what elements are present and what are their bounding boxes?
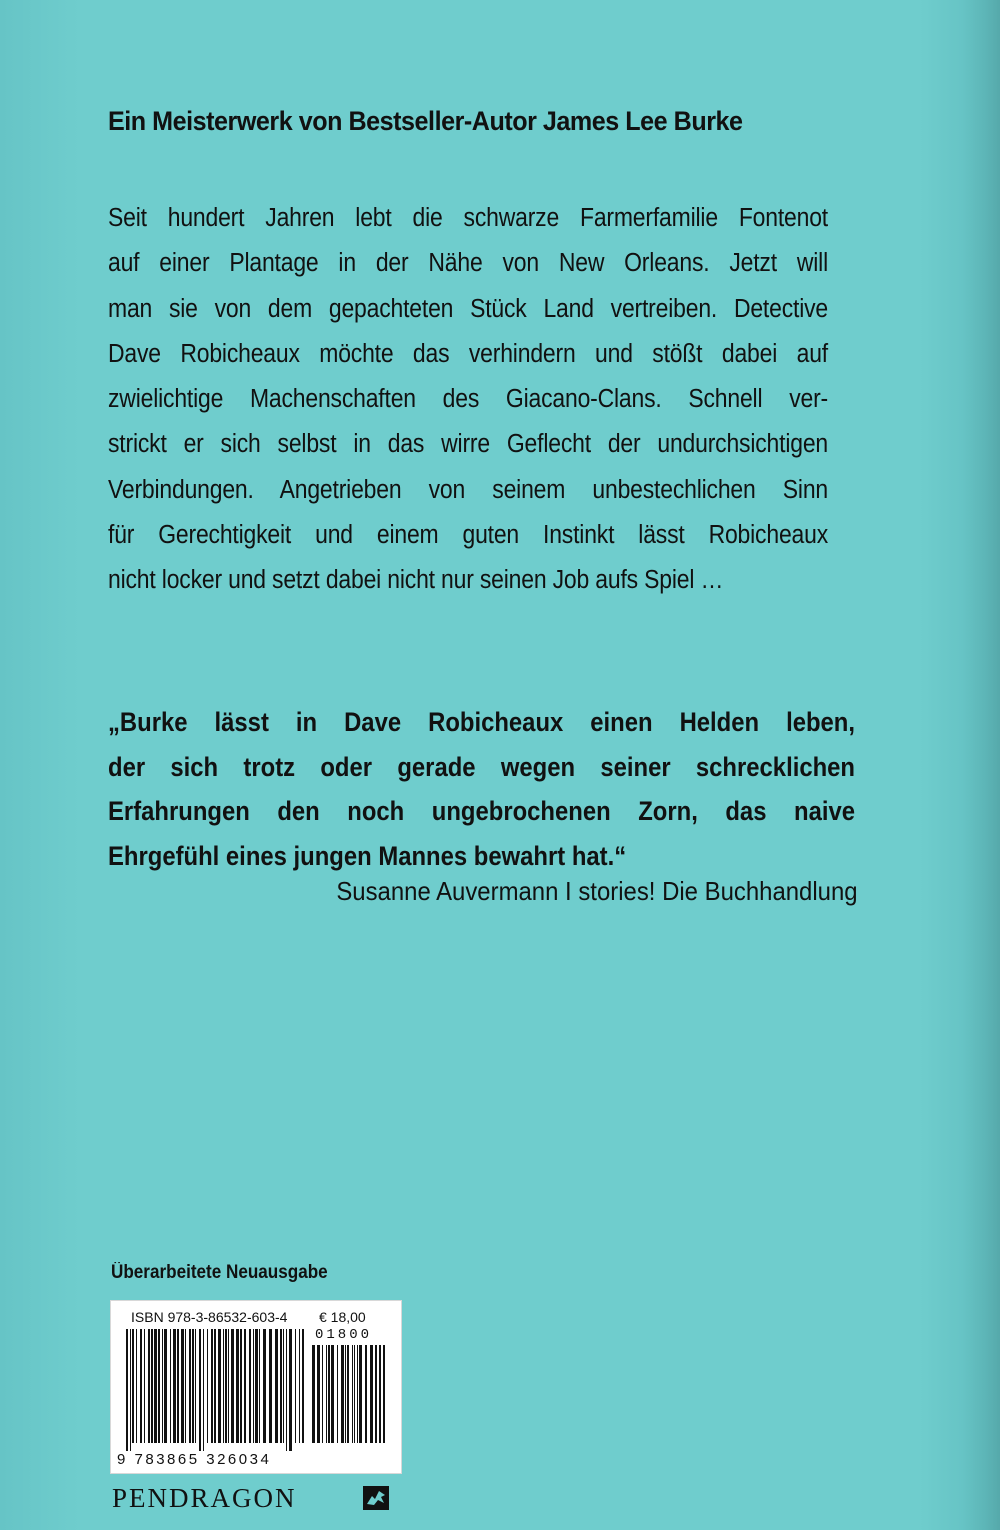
barcode-bar bbox=[370, 1345, 373, 1443]
blurb-text bbox=[108, 196, 828, 604]
barcode-bar bbox=[228, 1329, 229, 1443]
barcode-bar bbox=[326, 1345, 327, 1443]
ean-barcode bbox=[125, 1329, 305, 1451]
barcode-bar bbox=[263, 1329, 266, 1443]
barcode-bar bbox=[140, 1329, 142, 1443]
barcode-bar bbox=[259, 1329, 260, 1443]
barcode-bar bbox=[207, 1329, 208, 1443]
blurb-line: für Gerechtigkeit und einem guten Instinkt lässt Robicheaux bbox=[108, 521, 828, 550]
barcode-bar bbox=[302, 1329, 304, 1443]
barcode-bar bbox=[132, 1329, 134, 1443]
barcode-digits: 9 783865 326034 bbox=[117, 1451, 272, 1468]
barcode-bar bbox=[162, 1329, 163, 1443]
barcode-bar bbox=[345, 1345, 346, 1443]
barcode-bar bbox=[347, 1345, 349, 1443]
barcode-bar bbox=[352, 1345, 353, 1443]
barcode-bar bbox=[357, 1345, 358, 1443]
barcode-bar bbox=[203, 1329, 204, 1451]
barcode-bar bbox=[253, 1329, 254, 1443]
barcode-bar bbox=[240, 1329, 242, 1443]
barcode-bar bbox=[223, 1329, 224, 1443]
barcode-bar bbox=[148, 1329, 150, 1443]
barcode-bar bbox=[295, 1329, 296, 1443]
barcode-bar bbox=[244, 1329, 246, 1443]
barcode-bar bbox=[317, 1345, 320, 1443]
blurb-line: Dave Robicheaux möchte das verhindern und stößt dabei auf bbox=[108, 339, 828, 368]
publisher-name: PENDRAGON bbox=[112, 1483, 297, 1513]
barcode-bar bbox=[289, 1329, 292, 1451]
blurb-line: auf einer Plantage in der Nähe von New Orleans. Jetzt will bbox=[108, 249, 828, 278]
barcode-bar bbox=[231, 1329, 234, 1443]
blurb-line: strickt er sich selbst in das wirre Geflecht der undurchsichtigen bbox=[108, 430, 828, 459]
quote-attribution: Susanne Auvermann I stories! Die Buchhandlung bbox=[336, 876, 858, 906]
barcode-bar bbox=[218, 1329, 221, 1443]
barcode-bar bbox=[164, 1329, 167, 1443]
barcode-bar bbox=[269, 1329, 272, 1443]
barcode-bar bbox=[286, 1329, 287, 1451]
barcode-bar bbox=[255, 1329, 258, 1443]
barcode-bar bbox=[189, 1329, 191, 1443]
barcode-bar bbox=[365, 1345, 367, 1443]
barcode-bar bbox=[192, 1329, 194, 1443]
blurb-line: man sie von dem gepachteten Stück Land vertreiben. Detective bbox=[108, 294, 828, 323]
barcode-bar bbox=[354, 1345, 355, 1443]
barcode-bar bbox=[126, 1329, 128, 1451]
quote-line: der sich trotz oder gerade wegen seiner schrecklichen bbox=[108, 751, 855, 782]
barcode-bar bbox=[283, 1329, 284, 1443]
quote-line: Ehrgefühl eines jungen Mannes bewahrt hat.“ bbox=[108, 840, 627, 871]
barcode-bar bbox=[236, 1329, 239, 1443]
addon-barcode bbox=[311, 1345, 387, 1451]
barcode-bar bbox=[379, 1345, 381, 1443]
barcode-bar bbox=[359, 1345, 362, 1443]
barcode-bar bbox=[177, 1329, 179, 1443]
press-quote bbox=[108, 700, 855, 878]
barcode-bar bbox=[130, 1329, 131, 1451]
barcode-bar bbox=[185, 1329, 186, 1443]
barcode-bar bbox=[312, 1345, 315, 1443]
barcode-bar bbox=[199, 1329, 201, 1451]
blurb-line: zwielichtige Machenschaften des Giacano-Clans. Schnell ver- bbox=[108, 385, 828, 414]
barcode-bar bbox=[144, 1329, 145, 1443]
dragon-logo-icon bbox=[363, 1486, 389, 1510]
blurb-line: Seit hundert Jahren lebt die schwarze Farmerfamilie Fontenot bbox=[108, 204, 828, 232]
barcode-bar bbox=[211, 1329, 213, 1443]
barcode-bar bbox=[195, 1329, 196, 1443]
barcode-bar bbox=[249, 1329, 251, 1443]
blurb-line: nicht locker und setzt dabei nicht nur seinen Job aufs Spiel … bbox=[108, 566, 724, 595]
barcode-bar bbox=[331, 1345, 334, 1443]
barcode-bar bbox=[154, 1329, 157, 1443]
barcode-bar bbox=[328, 1345, 330, 1443]
quote-line: Erfahrungen den noch ungebrochenen Zorn, das naive bbox=[108, 796, 855, 826]
barcode-bar bbox=[337, 1345, 338, 1443]
barcode-bar bbox=[181, 1329, 184, 1443]
isbn-text: ISBN 978-3-86532-603-4 bbox=[131, 1309, 288, 1325]
barcode-bar bbox=[151, 1329, 153, 1443]
barcode-bar bbox=[158, 1329, 160, 1443]
edition-note: Überarbeitete Neuausgabe bbox=[111, 1262, 328, 1283]
barcode-bar bbox=[225, 1329, 227, 1443]
barcode-bar bbox=[383, 1345, 385, 1443]
barcode-bar bbox=[375, 1345, 377, 1443]
quote-line: „Burke lässt in Dave Robicheaux einen Helden leben, bbox=[108, 707, 855, 737]
barcode-bar bbox=[275, 1329, 278, 1443]
cover-edge-shadow bbox=[962, 0, 1000, 1530]
barcode-bar bbox=[322, 1345, 323, 1443]
blurb-line: Verbindungen. Angetrieben von seinem unbestechlichen Sinn bbox=[108, 475, 828, 504]
barcode-label bbox=[110, 1300, 402, 1474]
headline: Ein Meisterwerk von Bestseller-Autor James Lee Burke bbox=[108, 106, 743, 136]
barcode-bar bbox=[214, 1329, 216, 1443]
barcode-bar bbox=[136, 1329, 137, 1443]
barcode-bar bbox=[299, 1329, 300, 1443]
barcode-bar bbox=[341, 1345, 344, 1443]
barcode-bar bbox=[280, 1329, 282, 1443]
addon-digits: 01800 bbox=[315, 1327, 373, 1343]
barcode-bar bbox=[170, 1329, 171, 1443]
barcode-bar bbox=[173, 1329, 176, 1443]
price-text: € 18,00 bbox=[319, 1309, 366, 1325]
